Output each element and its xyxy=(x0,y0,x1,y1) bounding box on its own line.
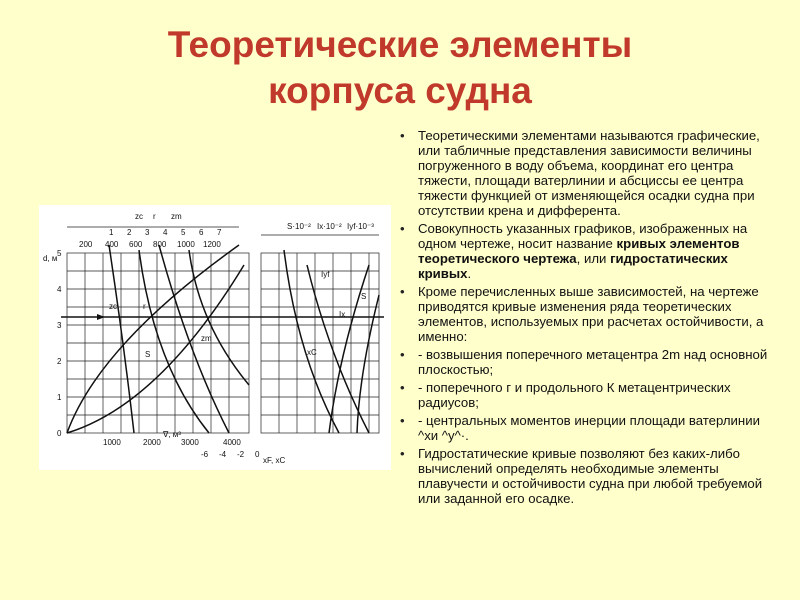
bullet-text: Кроме перечисленных выше зависимостей, на чертеже приводятся кривые изменения ряда теоретических элементов, используемых при расчетах остойчивости, а именно: xyxy=(418,284,764,344)
top-tick-3: 600 xyxy=(129,240,143,249)
bullet-text: Гидростатические кривые позволяют без каких-либо вычислений определять необходимые элементы плавучести и остойчивости судна при любой требуемой или заданной его осадке. xyxy=(418,446,763,506)
title-line-2: корпуса судна xyxy=(268,70,532,111)
top-num-5: 5 xyxy=(181,228,186,237)
hydrostatic-curves-drawing xyxy=(39,205,391,470)
top-tick-2: 400 xyxy=(105,240,119,249)
y-tick-1: 1 xyxy=(57,393,62,402)
bullet-item xyxy=(400,413,778,443)
bottom-tick-2: 2000 xyxy=(143,438,161,447)
top-num-6: 6 xyxy=(199,228,204,237)
bullet-text: , или xyxy=(576,251,611,266)
bullet-text: Совокупность указанных графиков, изображенных на одном чертеже, носит название xyxy=(418,221,748,251)
y-tick-3: 3 xyxy=(57,321,62,330)
bottom-tick-3: 3000 xyxy=(181,438,199,447)
bullet-text: - поперечного г и продольного К метацентрических радиусов; xyxy=(418,380,731,410)
bullet-text: Теоретическими элементами называются графические, или табличные представления зависимости величины погруженного в воду объема, координат его центра тяжести, площади ватерлинии и абсциссы ее центра тяжести функцией от изменяющейся осадки судна при отсутствии крена и дифферента. xyxy=(418,128,760,218)
bullet-item xyxy=(400,446,778,506)
page-title xyxy=(60,22,740,114)
curve-label-ix: Ix xyxy=(339,310,346,319)
y-axis-label: d, м xyxy=(43,254,58,263)
top-num-1: 1 xyxy=(109,228,114,237)
top-num-3: 3 xyxy=(145,228,150,237)
bold-term-2: гидростатических кривых xyxy=(418,251,728,281)
br-tick-4: 0 xyxy=(255,450,260,459)
top-tick-1: 200 xyxy=(79,240,93,249)
curve-label-zm: zm xyxy=(201,334,212,343)
br-label: xF, xC xyxy=(263,456,286,465)
br-tick-1: -6 xyxy=(201,450,209,459)
title-line-1: Теоретические элементы xyxy=(167,24,633,65)
top-label-zm: zm xyxy=(171,212,182,221)
top-tick-4: 800 xyxy=(153,240,167,249)
curve-label-r: r xyxy=(143,302,146,311)
top-label-zc: zc xyxy=(135,212,143,221)
curve-label-iyf: Iyf xyxy=(321,270,330,279)
y-tick-0: 0 xyxy=(57,429,62,438)
top-tick-6: 1200 xyxy=(203,240,221,249)
top-tick-5: 1000 xyxy=(177,240,195,249)
bullet-item xyxy=(400,284,778,344)
curve-label-xc: xC xyxy=(307,348,317,357)
curve-label-s2: S xyxy=(361,292,367,301)
curve-label-s: S xyxy=(145,350,151,359)
br-tick-3: -2 xyxy=(237,450,245,459)
right-label-ix: Ix·10⁻² xyxy=(317,222,342,231)
bullet-text: - центральных моментов инерции площади ватерлинии ^хи ^у^·. xyxy=(418,413,760,443)
y-tick-2: 2 xyxy=(57,357,62,366)
bullet-item xyxy=(400,221,778,281)
bottom-label: ∇, м³ xyxy=(163,430,181,439)
curve-label-zc: zc xyxy=(109,302,117,311)
top-label-r: r xyxy=(153,212,156,221)
right-label-s: S·10⁻² xyxy=(287,222,311,231)
top-num-2: 2 xyxy=(127,228,132,237)
top-num-7: 7 xyxy=(217,228,222,237)
y-tick-4: 4 xyxy=(57,285,62,294)
bullet-text: - возвышения поперечного метацентра 2m над основной плоскостью; xyxy=(418,347,768,377)
bottom-tick-4: 4000 xyxy=(223,438,241,447)
bottom-tick-1: 1000 xyxy=(103,438,121,447)
hydrostatic-curves-figure xyxy=(39,205,391,470)
br-tick-2: -4 xyxy=(219,450,227,459)
bullet-text: . xyxy=(467,266,472,281)
right-label-iyf: Iyf·10⁻³ xyxy=(347,222,374,231)
bullet-item xyxy=(400,128,778,218)
bullet-item xyxy=(400,347,778,377)
bold-term-1: кривых элементов теоретического чертежа xyxy=(418,236,740,266)
top-num-4: 4 xyxy=(163,228,168,237)
bullet-list xyxy=(400,128,778,506)
content-text xyxy=(400,128,778,509)
y-tick-5: 5 xyxy=(57,249,62,258)
bullet-item xyxy=(400,380,778,410)
